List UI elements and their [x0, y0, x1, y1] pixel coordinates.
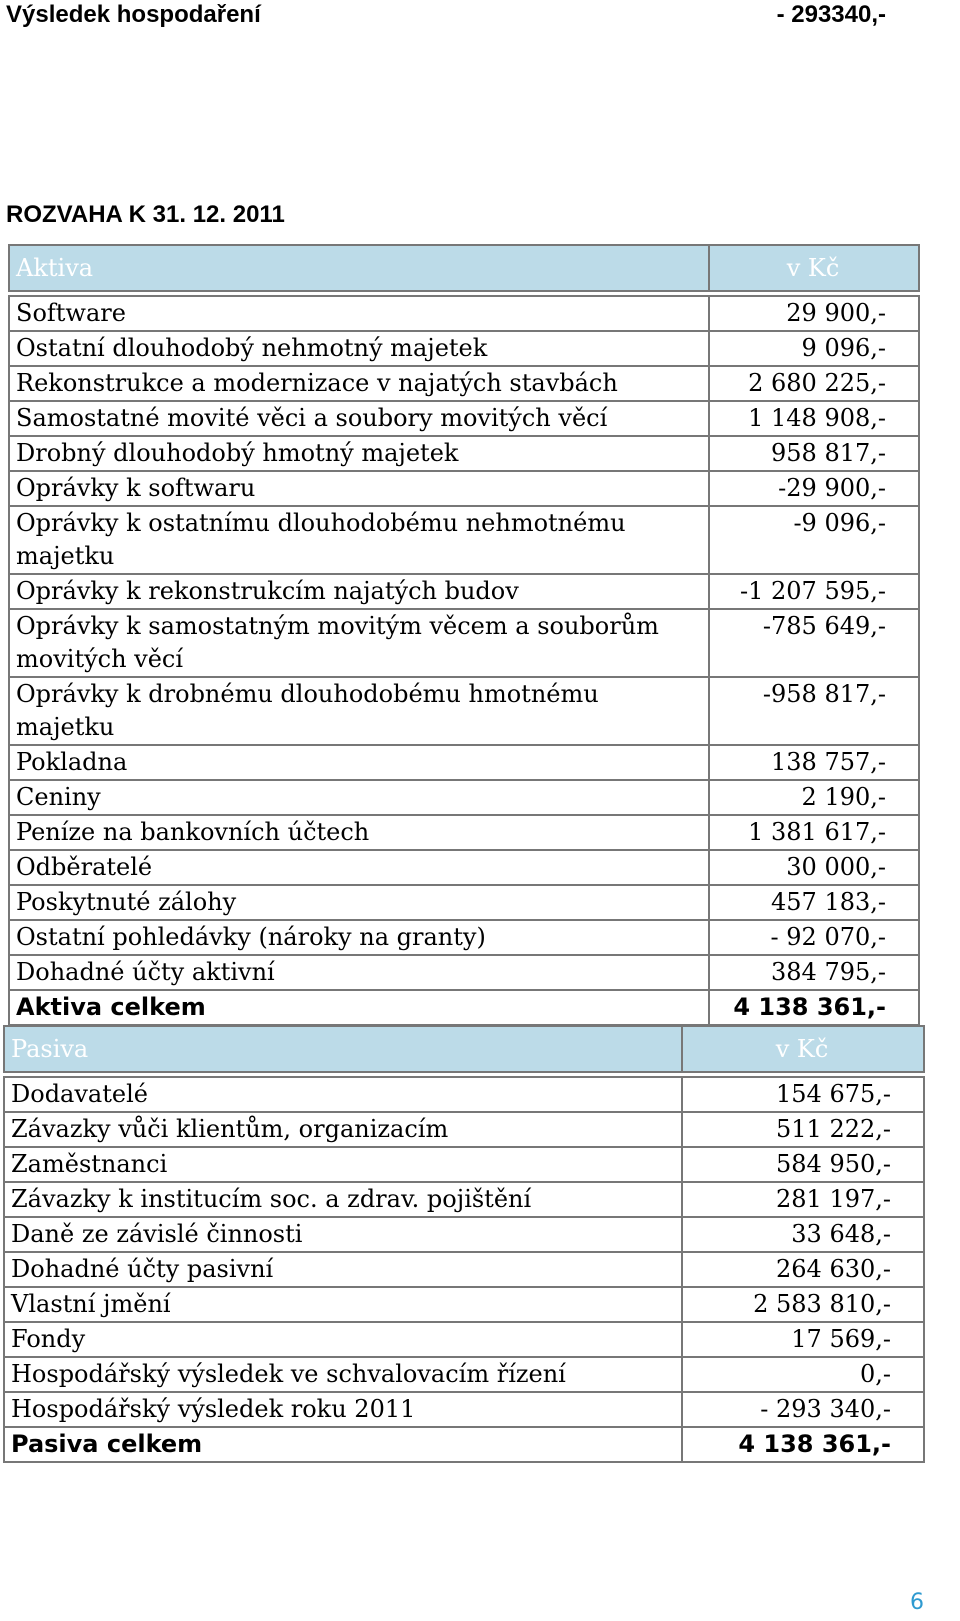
table-row	[4, 1392, 924, 1427]
table-row	[9, 506, 919, 574]
row-label: Rekonstrukce a modernizace v najatých stavbách	[9, 366, 709, 401]
aktiva-header-label: Aktiva	[9, 245, 709, 291]
row-value: 0,-	[682, 1357, 924, 1392]
row-value: -9 096,-	[709, 506, 919, 574]
table-row	[9, 920, 919, 955]
table-row	[9, 574, 919, 609]
row-label: Ostatní dlouhodobý nehmotný majetek	[9, 331, 709, 366]
row-value: 1 381 617,-	[709, 815, 919, 850]
table-row	[9, 331, 919, 366]
row-value: 384 795,-	[709, 955, 919, 990]
row-value: 2 680 225,-	[709, 366, 919, 401]
table-row	[4, 1112, 924, 1147]
row-value: 9 096,-	[709, 331, 919, 366]
table-row	[9, 780, 919, 815]
pasiva-table	[3, 1025, 925, 1463]
row-value: - 293 340,-	[682, 1392, 924, 1427]
row-value: 958 817,-	[709, 436, 919, 471]
row-label: Závazky vůči klientům, organizacím	[4, 1112, 682, 1147]
table-row	[9, 850, 919, 885]
row-label: Drobný dlouhodobý hmotný majetek	[9, 436, 709, 471]
row-value: 2 583 810,-	[682, 1287, 924, 1322]
row-value: 1 148 908,-	[709, 401, 919, 436]
row-label: Pokladna	[9, 745, 709, 780]
row-value: 264 630,-	[682, 1252, 924, 1287]
table-row	[9, 677, 919, 745]
row-label: Oprávky k ostatnímu dlouhodobému nehmotnému majetku	[9, 506, 709, 574]
row-label: Oprávky k drobnému dlouhodobému hmotnému majetku	[9, 677, 709, 745]
row-label: Oprávky k softwaru	[9, 471, 709, 506]
pasiva-total-value: 4 138 361,-	[682, 1427, 924, 1462]
row-label: Oprávky k rekonstrukcím najatých budov	[9, 574, 709, 609]
table-row	[4, 1182, 924, 1217]
row-label: Peníze na bankovních účtech	[9, 815, 709, 850]
table-row	[4, 1252, 924, 1287]
pasiva-header-label: Pasiva	[4, 1026, 682, 1072]
row-label: Hospodářský výsledek roku 2011	[4, 1392, 682, 1427]
table-row	[4, 1322, 924, 1357]
row-value: 29 900,-	[709, 296, 919, 331]
row-value: -785 649,-	[709, 609, 919, 677]
aktiva-header-unit: v Kč	[709, 245, 919, 291]
row-value: -29 900,-	[709, 471, 919, 506]
row-value: 457 183,-	[709, 885, 919, 920]
table-row	[4, 1217, 924, 1252]
row-label: Závazky k institucím soc. a zdrav. pojištění	[4, 1182, 682, 1217]
aktiva-total-value: 4 138 361,-	[709, 990, 919, 1025]
result-label: Výsledek hospodaření	[6, 1, 261, 28]
row-value: 30 000,-	[709, 850, 919, 885]
row-label: Samostatné movité věci a soubory movitých věcí	[9, 401, 709, 436]
row-value: - 92 070,-	[709, 920, 919, 955]
pasiva-header-row	[4, 1026, 924, 1072]
table-row	[9, 955, 919, 990]
pasiva-header-unit: v Kč	[682, 1026, 924, 1072]
table-row	[9, 296, 919, 331]
row-value: -1 207 595,-	[709, 574, 919, 609]
row-value: 2 190,-	[709, 780, 919, 815]
row-value: -958 817,-	[709, 677, 919, 745]
row-value: 154 675,-	[682, 1077, 924, 1112]
table-row	[9, 471, 919, 506]
row-value: 281 197,-	[682, 1182, 924, 1217]
result-value: - 293340,-	[776, 1, 886, 28]
aktiva-total-row	[9, 990, 919, 1025]
row-value: 511 222,-	[682, 1112, 924, 1147]
result-line	[6, 0, 886, 34]
row-label: Fondy	[4, 1322, 682, 1357]
balance-heading: ROZVAHA K 31. 12. 2011	[6, 201, 285, 228]
row-label: Poskytnuté zálohy	[9, 885, 709, 920]
row-label: Dodavatelé	[4, 1077, 682, 1112]
pasiva-total-label: Pasiva celkem	[4, 1427, 682, 1462]
table-row	[9, 366, 919, 401]
row-label: Vlastní jmění	[4, 1287, 682, 1322]
table-row	[9, 401, 919, 436]
row-label: Zaměstnanci	[4, 1147, 682, 1182]
table-row	[9, 745, 919, 780]
row-label: Ostatní pohledávky (nároky na granty)	[9, 920, 709, 955]
aktiva-header-row	[9, 245, 919, 291]
pasiva-total-row	[4, 1427, 924, 1462]
row-value: 584 950,-	[682, 1147, 924, 1182]
row-label: Daně ze závislé činnosti	[4, 1217, 682, 1252]
table-row	[9, 885, 919, 920]
table-row	[4, 1147, 924, 1182]
table-row	[4, 1077, 924, 1112]
row-value: 17 569,-	[682, 1322, 924, 1357]
row-label: Dohadné účty aktivní	[9, 955, 709, 990]
table-row	[9, 609, 919, 677]
row-label: Ceniny	[9, 780, 709, 815]
table-row	[4, 1287, 924, 1322]
row-label: Hospodářský výsledek ve schvalovacím řízení	[4, 1357, 682, 1392]
row-label: Oprávky k samostatným movitým věcem a souborům movitých věcí	[9, 609, 709, 677]
row-value: 33 648,-	[682, 1217, 924, 1252]
row-value: 138 757,-	[709, 745, 919, 780]
row-label: Odběratelé	[9, 850, 709, 885]
aktiva-total-label: Aktiva celkem	[9, 990, 709, 1025]
aktiva-table	[8, 244, 920, 1026]
row-label: Dohadné účty pasivní	[4, 1252, 682, 1287]
table-row	[9, 815, 919, 850]
table-row	[4, 1357, 924, 1392]
page-number: 6	[910, 1590, 924, 1615]
row-label: Software	[9, 296, 709, 331]
table-row	[9, 436, 919, 471]
